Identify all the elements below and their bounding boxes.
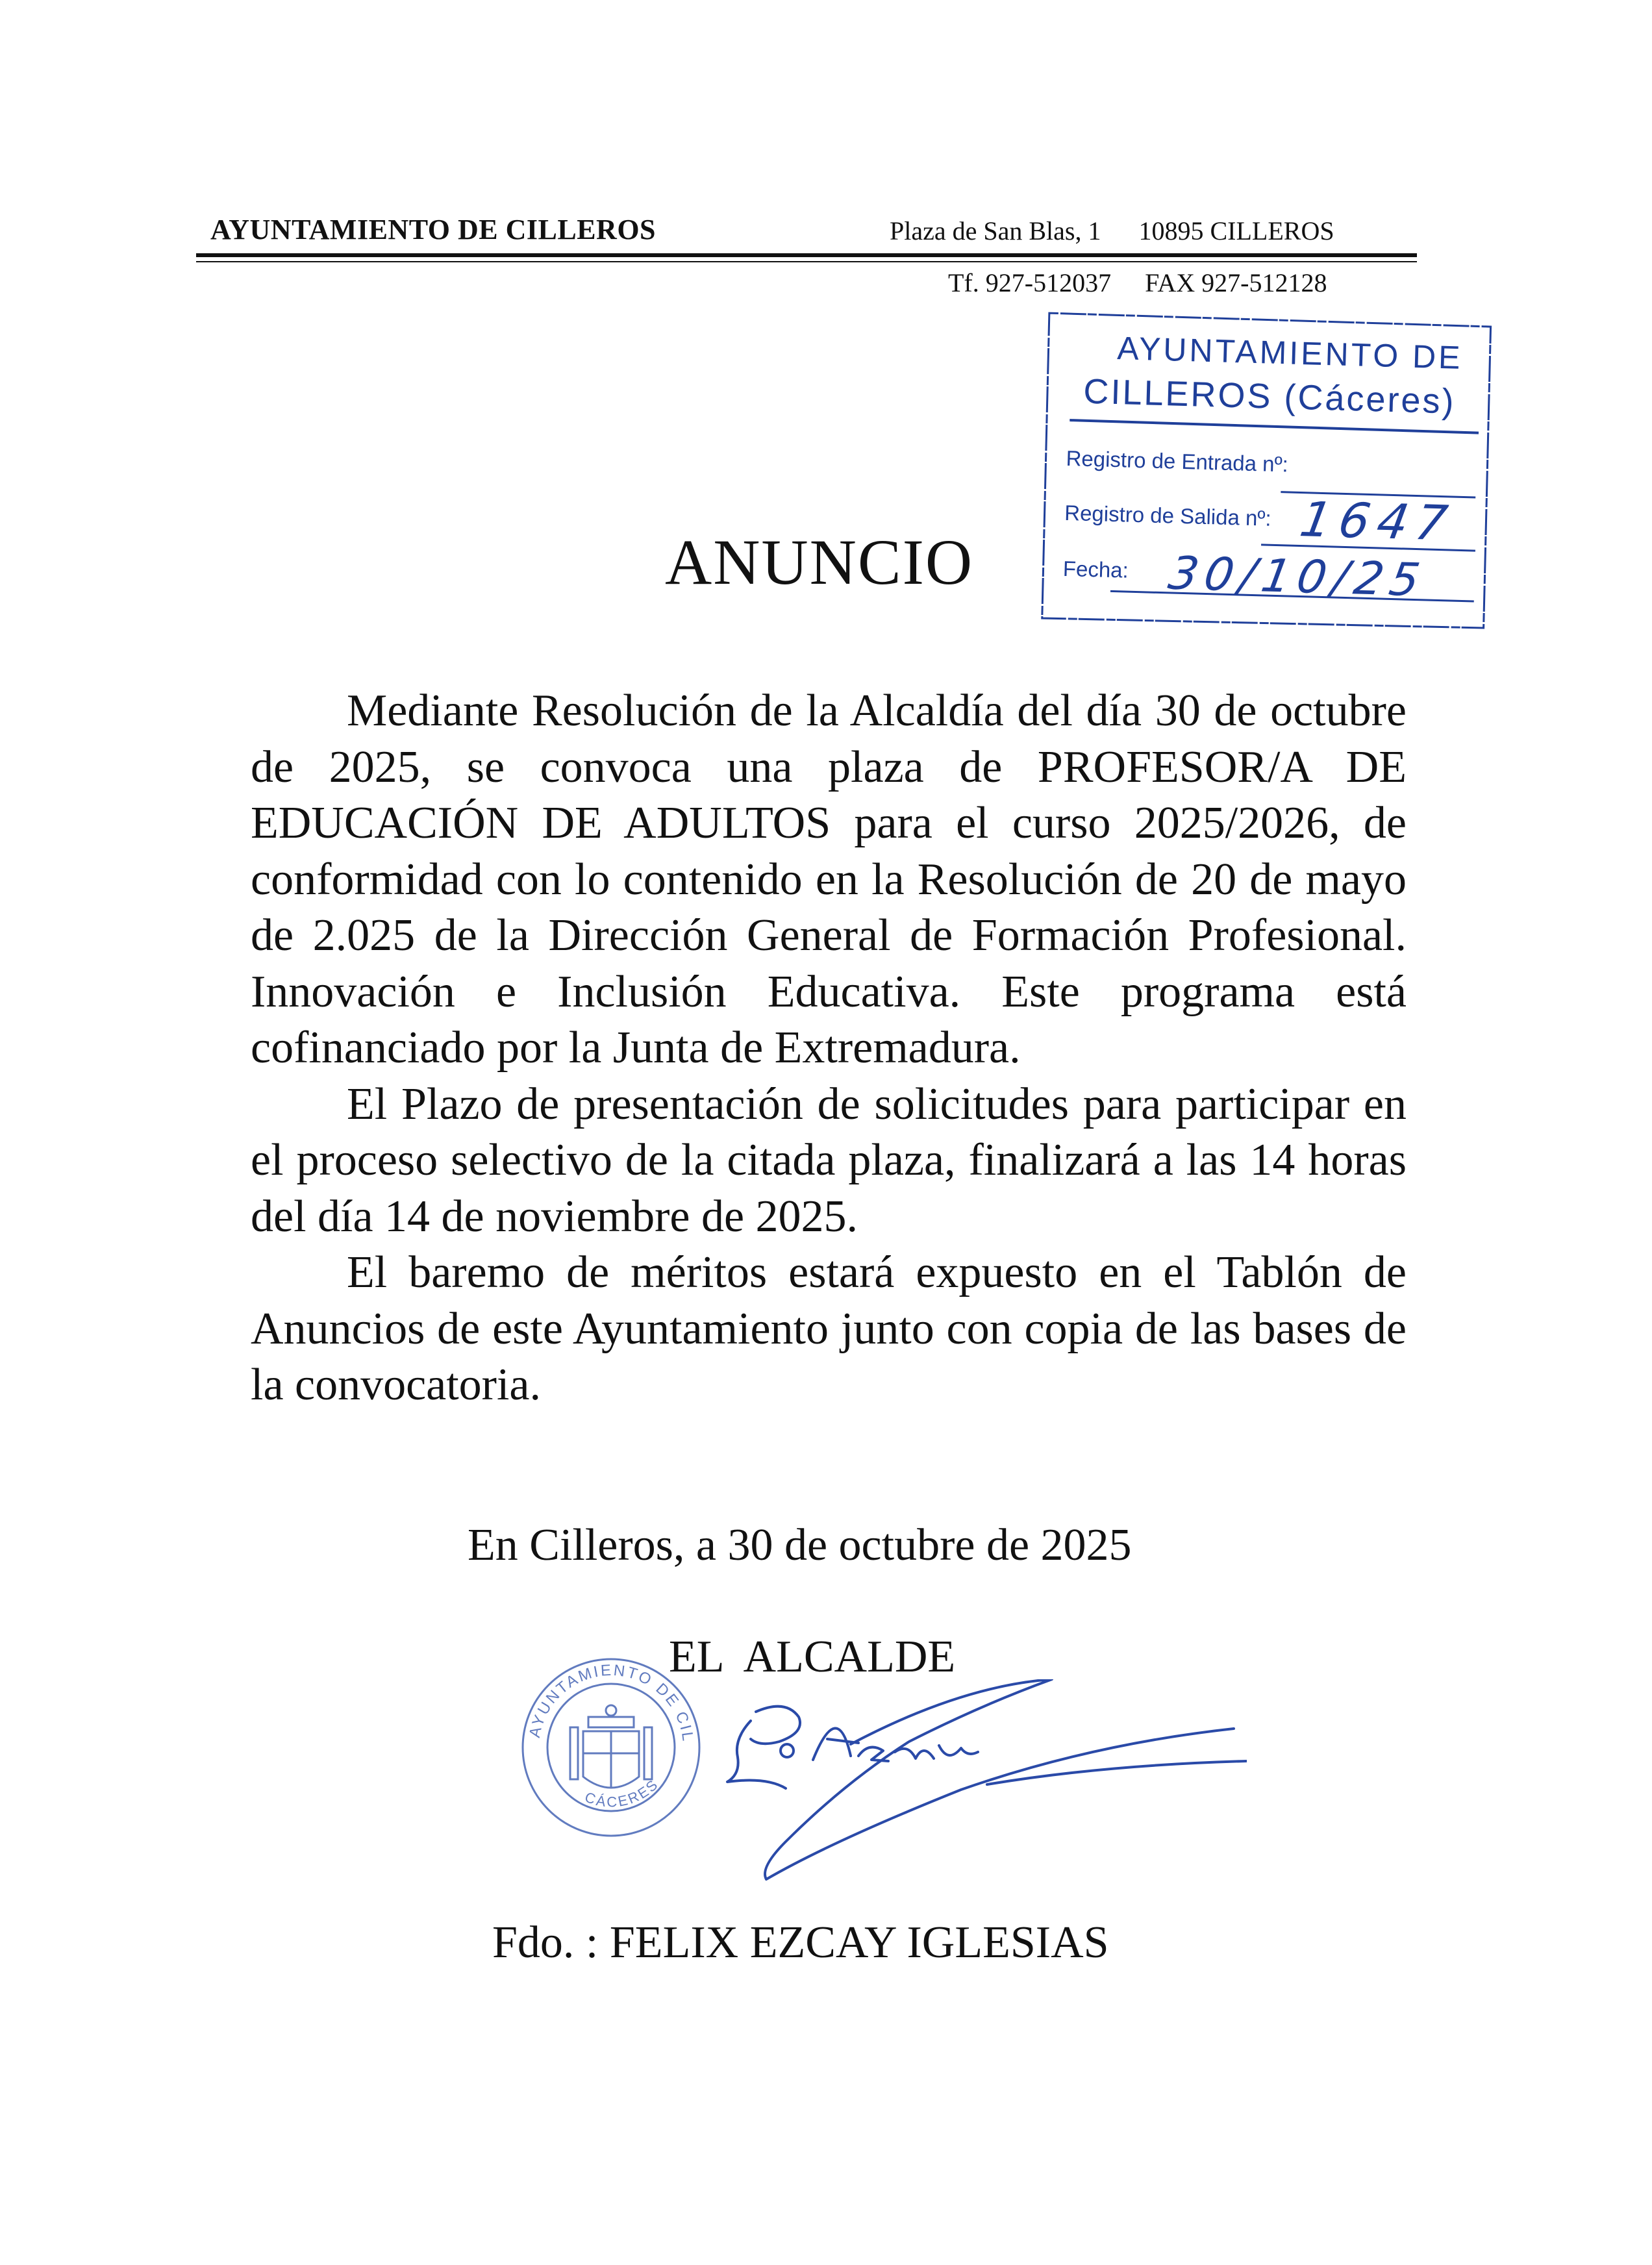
contact-line [948,268,1327,298]
stamp-org-line1: AYUNTAMIENTO DE [1116,330,1464,376]
place-date: En Cilleros, a 30 de octubre de 2025 [468,1520,1132,1570]
address-postal-city: 10895 CILLEROS [1138,216,1334,245]
organization-name: AYUNTAMIENTO DE CILLEROS [210,214,657,245]
svg-text:CÁCERES: CÁCERES [582,1775,662,1810]
registry-stamp [1038,310,1495,632]
announcement-body [251,683,1407,1414]
stamp-org-line2: CILLEROS (Cáceres) [1083,371,1457,421]
stamp-salida-number: 1647 [1295,492,1459,552]
document-title: ANUNCIO [665,526,974,598]
stamp-fecha-value: 30/10/25 [1164,546,1430,607]
phone-number: Tf. 927-512037 [948,268,1112,297]
mayor-signature [688,1679,1247,1913]
letterhead-rule-thin [196,261,1417,262]
municipal-seal [518,1655,704,1840]
body-paragraph: Mediante Resolución de la Alcaldía del día 30 de octubre de 2025, se convoca una plaza de PROFESOR/A DE EDUCACIÓN DE ADULTOS para el curso 2025/2026, de conformidad con lo contenido en la Resolución de 20 de mayo de 2.025 de la Dirección General de Formación Profesional. Innovación e Inclusión Educativa. Este programa está cofinanciado por la Junta de Extremadura. [251,686,1407,1073]
stamp-salida-label: Registro de Salida nº: [1064,500,1272,531]
signer-role: EL ALCALDE [669,1632,956,1682]
stamp-entrada-label: Registro de Entrada nº: [1066,445,1289,477]
body-paragraph: El Plazo de presentación de solicitudes para participar en el proceso selectivo de la citada plaza, finalizará a las 14 horas del día 14 de noviembre de 2025. [251,1079,1407,1242]
svg-text:AYUNTAMIENTO DE CILLEROS: AYUNTAMIENTO DE CIL [525,1661,697,1744]
address-street: Plaza de San Blas, 1 [890,216,1101,245]
signer-name: Fdo. : FELIX EZCAY IGLESIAS [492,1918,1109,1968]
body-paragraph: El baremo de méritos estará expuesto en el Tablón de Anuncios de este Ayuntamiento junto con copia de las bases de la convocatoria. [251,1247,1407,1410]
fax-number: FAX 927-512128 [1145,268,1327,297]
letterhead-rule-thick [196,253,1417,257]
address-line [890,216,1334,246]
stamp-fecha-label: Fecha: [1062,556,1129,582]
